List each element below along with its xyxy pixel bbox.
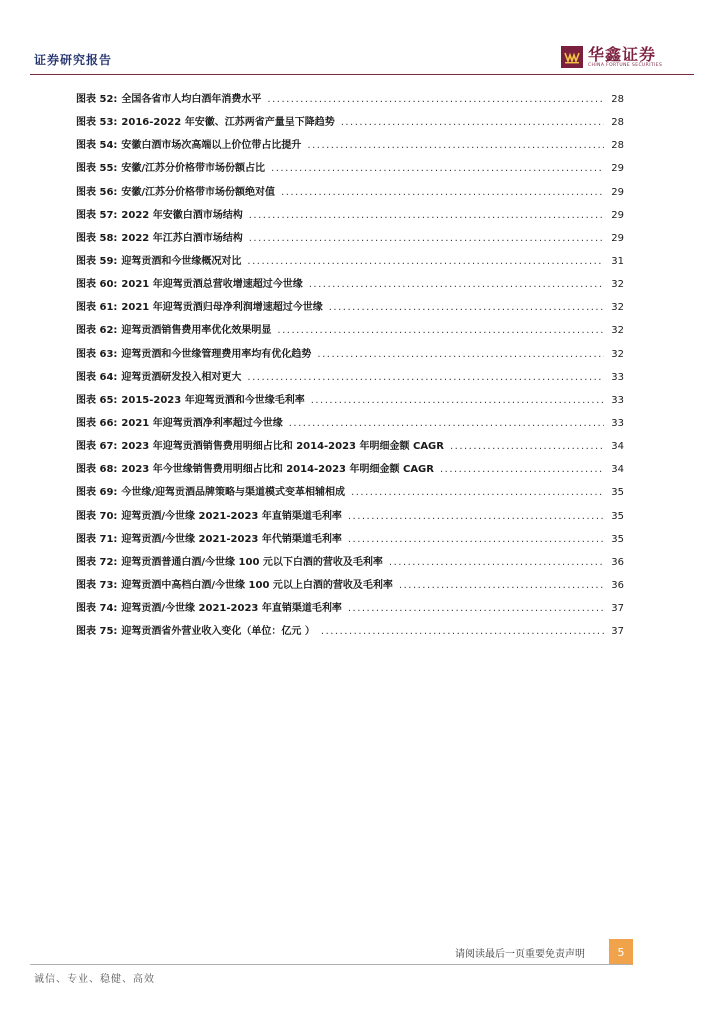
toc-entry-page: 29 [611,163,624,175]
toc-entry-page: 35 [611,487,624,499]
toc-entry[interactable] [76,599,624,622]
toc-entry-label: 图表 60: [76,279,118,291]
toc-leader-dots [321,626,604,637]
toc-leader-dots [440,464,604,475]
toc-entry-page: 32 [611,325,624,337]
footer-divider [30,964,632,965]
toc-entry-page: 36 [611,579,624,591]
toc-entry-page: 33 [611,417,624,429]
toc-entry[interactable] [76,507,624,530]
toc-entry-label: 图表 58: [76,232,118,244]
toc-entry-page: 33 [611,394,624,406]
toc-entry-title: 2021 年迎驾贡酒净利率超过今世缘 [121,417,283,429]
toc-entry-page: 34 [611,441,624,453]
toc-entry-title: 安徽白酒市场次高端以上价位带占比提升 [121,140,302,152]
toc-entry-page: 37 [611,626,624,638]
toc-entry[interactable] [76,136,624,159]
toc-entry-page: 28 [611,94,624,105]
toc-entry-label: 图表 55: [76,163,118,175]
toc-leader-dots [307,140,604,151]
toc-entry-title: 迎驾贡酒省外营业收入变化（单位：亿元 ） [121,626,315,638]
figure-index-list [76,90,624,645]
toc-entry-title: 全国各省市人均白酒年消费水平 [121,94,262,105]
toc-entry[interactable] [76,113,624,136]
toc-leader-dots [249,233,604,244]
company-logo [561,44,662,70]
toc-entry-label: 图表 74: [76,603,118,615]
toc-entry[interactable] [76,437,624,460]
toc-entry-title: 安徽/江苏分价格带市场份额绝对值 [121,186,276,198]
toc-entry-label: 图表 64: [76,371,118,383]
toc-entry[interactable] [76,252,624,275]
toc-entry-title: 迎驾贡酒普通白酒/今世缘 100 元以下白酒的营收及毛利率 [121,556,383,568]
toc-leader-dots [399,580,604,591]
toc-entry-label: 图表 57: [76,209,118,221]
toc-entry-title: 2023 年迎驾贡酒销售费用明细占比和 2014-2023 年明细金额 CAGR [121,441,444,453]
toc-entry-label: 图表 59: [76,255,118,267]
toc-entry[interactable] [76,321,624,344]
toc-entry-label: 图表 70: [76,510,118,522]
toc-entry[interactable] [76,159,624,182]
toc-leader-dots [267,94,604,105]
toc-entry-page: 29 [611,232,624,244]
toc-entry-title: 2022 年江苏白酒市场结构 [121,232,243,244]
toc-entry-label: 图表 67: [76,441,118,453]
toc-entry-title: 安徽/江苏分价格带市场份额占比 [121,163,266,175]
toc-entry-page: 37 [611,603,624,615]
footer-slogan: 诚信、专业、稳健、高效 [34,974,155,985]
toc-entry-title: 迎驾贡酒/今世缘 2021-2023 年直销渠道毛利率 [121,603,342,615]
toc-entry-title: 迎驾贡酒和今世缘概况对比 [121,255,242,267]
toc-leader-dots [348,603,604,614]
toc-entry-page: 29 [611,186,624,198]
toc-entry-page: 31 [611,255,624,267]
header-divider [30,74,694,75]
toc-entry[interactable] [76,368,624,391]
toc-entry-page: 35 [611,533,624,545]
toc-entry-label: 图表 62: [76,325,118,337]
toc-entry-page: 32 [611,279,624,291]
toc-entry-page: 36 [611,556,624,568]
toc-entry-title: 2023 年今世缘销售费用明细占比和 2014-2023 年明细金额 CAGR [121,464,434,476]
toc-entry-title: 迎驾贡酒销售费用率优化效果明显 [121,325,272,337]
toc-entry-page: 32 [611,348,624,360]
toc-entry-label: 图表 52: [76,94,118,105]
toc-entry-title: 2021 年迎驾贡酒总营收增速超过今世缘 [121,279,303,291]
toc-entry-title: 2021 年迎驾贡酒归母净利润增速超过今世缘 [121,302,323,314]
toc-leader-dots [341,117,604,128]
toc-leader-dots [317,349,604,360]
toc-entry-label: 图表 75: [76,626,118,638]
toc-entry[interactable] [76,345,624,368]
logo-name-en: CHINA FORTUNE SECURITIES [588,62,663,68]
toc-leader-dots [351,487,604,498]
toc-leader-dots [271,163,604,174]
toc-entry-title: 迎驾贡酒/今世缘 2021-2023 年直销渠道毛利率 [121,510,342,522]
logo-name-cn: 华鑫证券 [588,44,657,64]
toc-entry-page: 28 [611,117,624,129]
toc-entry[interactable] [76,206,624,229]
toc-leader-dots [247,372,604,383]
toc-entry-title: 2016-2022 年安徽、江苏两省产量呈下降趋势 [121,117,335,129]
toc-entry[interactable] [76,275,624,298]
logo-mark-icon [561,46,583,68]
toc-entry-label: 图表 53: [76,117,118,129]
toc-entry-page: 29 [611,209,624,221]
toc-entry[interactable] [76,576,624,599]
toc-entry-label: 图表 69: [76,487,118,499]
toc-entry[interactable] [76,622,624,645]
toc-leader-dots [389,557,604,568]
toc-entry[interactable] [76,298,624,321]
toc-leader-dots [348,511,604,522]
toc-entry-label: 图表 71: [76,533,118,545]
toc-entry[interactable] [76,414,624,437]
toc-entry-page: 32 [611,302,624,314]
toc-leader-dots [348,534,604,545]
toc-entry-title: 今世缘/迎驾贡酒品牌策略与渠道模式变革相辅相成 [121,487,346,499]
toc-entry-title: 2015-2023 年迎驾贡酒和今世缘毛利率 [121,394,305,406]
toc-entry[interactable] [76,229,624,252]
toc-leader-dots [289,418,604,429]
toc-entry-page: 35 [611,510,624,522]
toc-entry-label: 图表 54: [76,140,118,152]
toc-entry-label: 图表 61: [76,302,118,314]
toc-entry[interactable] [76,553,624,576]
toc-entry-title: 2022 年安徽白酒市场结构 [121,209,243,221]
toc-entry-page: 34 [611,464,624,476]
toc-leader-dots [281,187,604,198]
page-number-badge: 5 [609,939,633,965]
toc-leader-dots [249,210,604,221]
toc-entry[interactable] [76,183,624,206]
toc-entry-page: 28 [611,140,624,152]
toc-entry-label: 图表 56: [76,186,118,198]
toc-entry[interactable] [76,391,624,414]
toc-leader-dots [247,256,604,267]
toc-entry-title: 迎驾贡酒研发投入相对更大 [121,371,242,383]
toc-entry-title: 迎驾贡酒中高档白酒/今世缘 100 元以上白酒的营收及毛利率 [121,579,393,591]
page-header [0,0,724,76]
toc-entry[interactable] [76,460,624,483]
toc-leader-dots [329,302,604,313]
toc-entry[interactable] [76,530,624,553]
toc-leader-dots [450,441,604,452]
toc-entry-title: 迎驾贡酒和今世缘管理费用率均有优化趋势 [121,348,312,360]
toc-entry-page: 33 [611,371,624,383]
footer-disclaimer: 请阅读最后一页重要免责声明 [455,949,585,960]
toc-leader-dots [309,279,604,290]
report-type-label: 证券研究报告 [34,53,113,67]
toc-entry-label: 图表 63: [76,348,118,360]
toc-entry[interactable] [76,90,624,113]
toc-entry-label: 图表 68: [76,464,118,476]
toc-leader-dots [311,395,604,406]
toc-entry-label: 图表 65: [76,394,118,406]
toc-entry[interactable] [76,483,624,506]
toc-entry-title: 迎驾贡酒/今世缘 2021-2023 年代销渠道毛利率 [121,533,342,545]
toc-entry-label: 图表 73: [76,579,118,591]
toc-leader-dots [277,325,604,336]
toc-entry-label: 图表 66: [76,417,118,429]
toc-entry-label: 图表 72: [76,556,118,568]
